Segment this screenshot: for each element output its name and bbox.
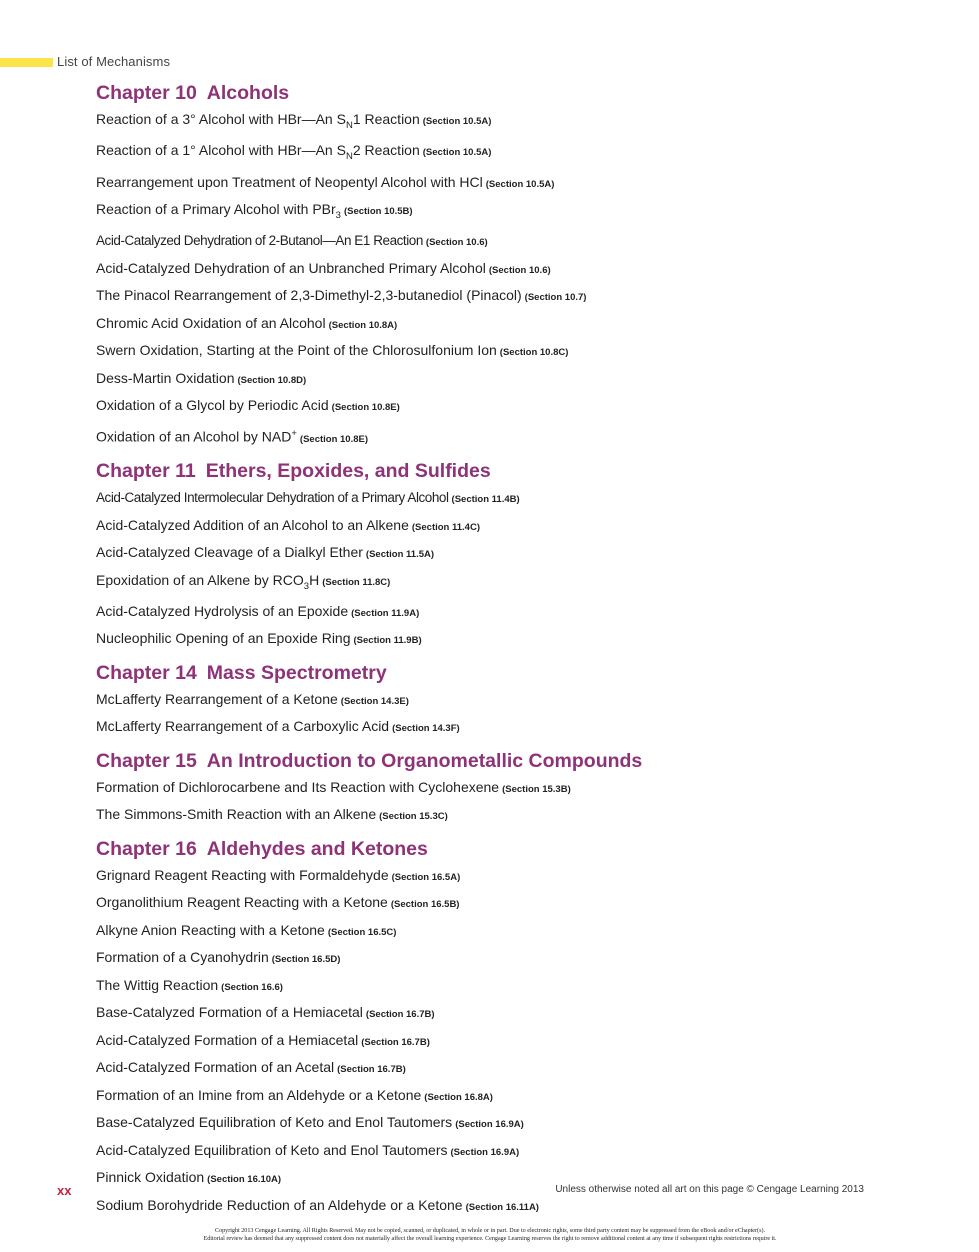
mechanism-title: Base-Catalyzed Formation of a Hemiacetal (96, 1004, 363, 1021)
section-reference: (Section 10.8C) (499, 347, 569, 359)
section-reference: (Section 10.6) (488, 264, 551, 276)
mechanism-title: Acid-Catalyzed Intermolecular Dehydration of a Primary Alcohol (96, 490, 449, 506)
mechanism-item (96, 775, 956, 803)
mechanism-title: Acid-Catalyzed Dehydration of an Unbranched Primary Alcohol (96, 259, 486, 276)
section-reference: (Section 11.4B) (451, 494, 520, 506)
mechanism-title: The Simmons-Smith Reaction with an Alkene (96, 806, 377, 823)
mechanism-item (96, 1193, 956, 1221)
mechanism-title-suffix: 1 Reaction (352, 111, 420, 127)
mechanism-title: Formation of Dichlorocarbene and Its Reaction with Cyclohexene (96, 778, 500, 795)
mechanism-item (96, 918, 956, 946)
chapter-section (96, 748, 956, 830)
mechanism-title: Reaction of a 3° Alcohol with HBr—An S (96, 111, 346, 127)
mechanism-item (96, 1138, 956, 1166)
section-reference: (Section 10.5B) (343, 206, 413, 218)
mechanism-item (96, 393, 956, 421)
mechanism-item (96, 256, 956, 284)
copyright-line-2: Editorial review has deemed that any suppressed content does not materially affect the overall learning experience. Cengage Learning reserves the right to remove additional content at any time if subsequent rights restrictions require it. (203, 1236, 777, 1242)
art-credit: Unless otherwise noted all art on this page © Cengage Learning 2013 (555, 1184, 864, 1195)
section-reference: (Section 16.7B) (337, 1064, 406, 1076)
subscript: N (345, 151, 353, 163)
section-reference: (Section 10.8E) (299, 433, 369, 445)
mechanism-title: McLafferty Rearrangement of a Carboxylic Acid (96, 718, 390, 735)
mechanism-item (96, 513, 956, 541)
mechanism-item (96, 1083, 956, 1111)
mechanism-item (96, 1028, 956, 1056)
mechanism-item (96, 945, 956, 973)
section-reference: (Section 16.5C) (327, 926, 397, 938)
mechanism-item (96, 107, 956, 138)
chapter-heading (96, 458, 956, 484)
section-reference: (Section 10.8D) (237, 374, 307, 386)
mechanism-item (96, 540, 956, 568)
mechanism-item (96, 687, 956, 715)
section-reference: (Section 16.5A) (391, 871, 461, 883)
chapter-title: Aldehydes and Ketones (206, 837, 428, 860)
mechanism-title: Reaction of a Primary Alcohol with PBr (96, 201, 336, 218)
mechanism-title-suffix: H (309, 571, 320, 588)
chapter-title: An Introduction to Organometallic Compounds (206, 749, 643, 772)
mechanism-title: The Pinacol Rearrangement of 2,3-Dimethyl-2,3-butanediol (Pinacol) (96, 287, 522, 304)
mechanism-item (96, 338, 956, 366)
chapter-section (96, 836, 956, 1221)
mechanism-item (96, 366, 956, 394)
subscript: 3 (303, 580, 310, 592)
mechanism-title: Nucleophilic Opening of an Epoxide Ring (96, 630, 351, 647)
section-reference: (Section 10.5A) (422, 116, 492, 127)
chapter-heading (96, 660, 956, 686)
mechanism-title: Organolithium Reagent Reacting with a Ketone (96, 894, 388, 911)
mechanism-title: Oxidation of a Glycol by Periodic Acid (96, 397, 329, 414)
mechanism-item (96, 1110, 956, 1138)
chapter-title: Alcohols (206, 82, 290, 104)
mechanism-title: Oxidation of an Alcohol by NAD (96, 428, 292, 445)
mechanism-title: Reaction of a 1° Alcohol with HBr—An S (96, 142, 346, 159)
section-reference: (Section 16.11A) (465, 1201, 539, 1213)
section-reference: (Section 10.7) (524, 292, 587, 304)
chapter-heading (96, 80, 956, 106)
section-reference: (Section 14.3E) (340, 695, 409, 707)
mechanism-title: Formation of a Cyanohydrin (96, 949, 269, 966)
section-reference: (Section 16.8A) (424, 1091, 493, 1103)
section-reference: (Section 16.7B) (365, 1009, 435, 1021)
mechanism-title: Dess-Martin Oxidation (96, 369, 235, 386)
mechanism-title: Epoxidation of an Alkene by RCO (96, 571, 304, 588)
mechanism-title: Acid-Catalyzed Hydrolysis of an Epoxide (96, 602, 349, 619)
mechanism-item (96, 863, 956, 891)
section-reference: (Section 10.6) (425, 237, 488, 249)
section-reference: (Section 16.9A) (450, 1146, 520, 1158)
mechanism-item (96, 170, 956, 198)
running-header: List of Mechanisms (57, 54, 171, 69)
chapter-section (96, 660, 956, 742)
mechanism-item (96, 311, 956, 339)
chapter-section (96, 458, 956, 654)
mechanism-item (96, 626, 956, 654)
subscript: 3 (335, 209, 341, 221)
mechanism-item (96, 973, 956, 1001)
superscript: + (291, 427, 297, 439)
chapter-number: Chapter 10 (96, 82, 197, 104)
mechanism-item (96, 228, 956, 256)
mechanism-title: Formation of an Imine from an Aldehyde or a Ketone (96, 1086, 422, 1103)
section-reference: (Section 11.5A) (365, 549, 435, 561)
mechanism-title: Rearrangement upon Treatment of Neopentyl Alcohol with HCl (96, 173, 483, 190)
section-reference: (Section 15.3C) (379, 811, 448, 823)
section-reference: (Section 14.3F) (392, 723, 460, 735)
mechanism-item (96, 421, 956, 452)
chapter-title: Ethers, Epoxides, and Sulfides (205, 460, 491, 483)
mechanism-title: Acid-Catalyzed Formation of a Hemiacetal (96, 1031, 359, 1048)
mechanism-title: Acid-Catalyzed Formation of an Acetal (96, 1059, 335, 1076)
mechanism-title: Acid-Catalyzed Addition of an Alcohol to an Alkene (96, 516, 409, 533)
chapter-number: Chapter 14 (96, 661, 197, 684)
chapter-number: Chapter 15 (96, 749, 197, 772)
mechanism-item (96, 890, 956, 918)
section-reference: (Section 11.8C) (322, 576, 391, 588)
mechanism-title: Pinnick Oxidation (96, 1169, 205, 1186)
mechanism-item (96, 1055, 956, 1083)
section-reference: (Section 16.7B) (361, 1036, 430, 1048)
mechanism-item (96, 138, 956, 169)
section-reference: (Section 16.5D) (271, 954, 341, 966)
mechanism-list (96, 80, 956, 1226)
mechanism-title: Acid-Catalyzed Dehydration of 2-Butanol—An E1 Reaction (96, 233, 423, 249)
page-number: xx (57, 1183, 72, 1198)
section-reference: (Section 16.10A) (207, 1174, 282, 1186)
section-reference: (Section 10.8A) (328, 319, 398, 331)
mechanism-title: The Wittig Reaction (96, 976, 219, 993)
mechanism-item (96, 568, 956, 599)
section-reference: (Section 10.8E) (331, 402, 400, 414)
mechanism-item (96, 283, 956, 311)
mechanism-title: Swern Oxidation, Starting at the Point of the Chlorosulfonium Ion (96, 342, 497, 359)
section-reference: (Section 10.5A) (422, 147, 492, 159)
section-reference: (Section 11.9B) (353, 635, 422, 647)
mechanism-title: McLafferty Rearrangement of a Ketone (96, 690, 338, 707)
mechanism-item (96, 802, 956, 830)
mechanism-item (96, 714, 956, 742)
section-reference: (Section 11.9A) (351, 607, 420, 619)
mechanism-title: Sodium Borohydride Reduction of an Aldehyde or a Ketone (96, 1196, 463, 1213)
section-reference: (Section 11.4C) (411, 521, 480, 533)
chapter-number: Chapter 16 (96, 837, 197, 860)
subscript: N (345, 119, 353, 131)
mechanism-item (96, 1000, 956, 1028)
mechanism-title: Grignard Reagent Reacting with Formaldehyde (96, 866, 389, 883)
copyright-line-1: Copyright 2013 Cengage Learning. All Rights Reserved. May not be copied, scanned, or duplicated, in whole or in part. Due to electronic rights, some third party content may be suppressed from the eBook and/or eChapter(s). (215, 1228, 765, 1234)
header-accent-bar (0, 58, 53, 67)
section-reference: (Section 16.5B) (390, 899, 460, 911)
mechanism-title: Base-Catalyzed Equilibration of Keto and Enol Tautomers (96, 1114, 453, 1131)
chapter-title: Mass Spectrometry (206, 661, 387, 684)
mechanism-title-suffix: 2 Reaction (352, 142, 420, 159)
mechanism-title: Chromic Acid Oxidation of an Alcohol (96, 314, 326, 331)
mechanism-item (96, 197, 956, 228)
chapter-heading (96, 836, 956, 862)
mechanism-title: Alkyne Anion Reacting with a Ketone (96, 921, 325, 938)
section-reference: (Section 16.6) (221, 981, 283, 993)
section-reference: (Section 15.3B) (502, 783, 571, 795)
section-reference: (Section 10.5A) (485, 178, 555, 190)
mechanism-item (96, 485, 956, 513)
section-reference: (Section 16.9A) (455, 1119, 524, 1131)
chapter-section (96, 80, 956, 452)
chapter-number: Chapter 11 (96, 460, 196, 483)
mechanism-item (96, 599, 956, 627)
mechanism-title: Acid-Catalyzed Cleavage of a Dialkyl Ether (96, 544, 363, 561)
copyright-notice (60, 1227, 920, 1243)
chapter-heading (96, 748, 956, 774)
mechanism-title: Acid-Catalyzed Equilibration of Keto and Enol Tautomers (96, 1141, 448, 1158)
